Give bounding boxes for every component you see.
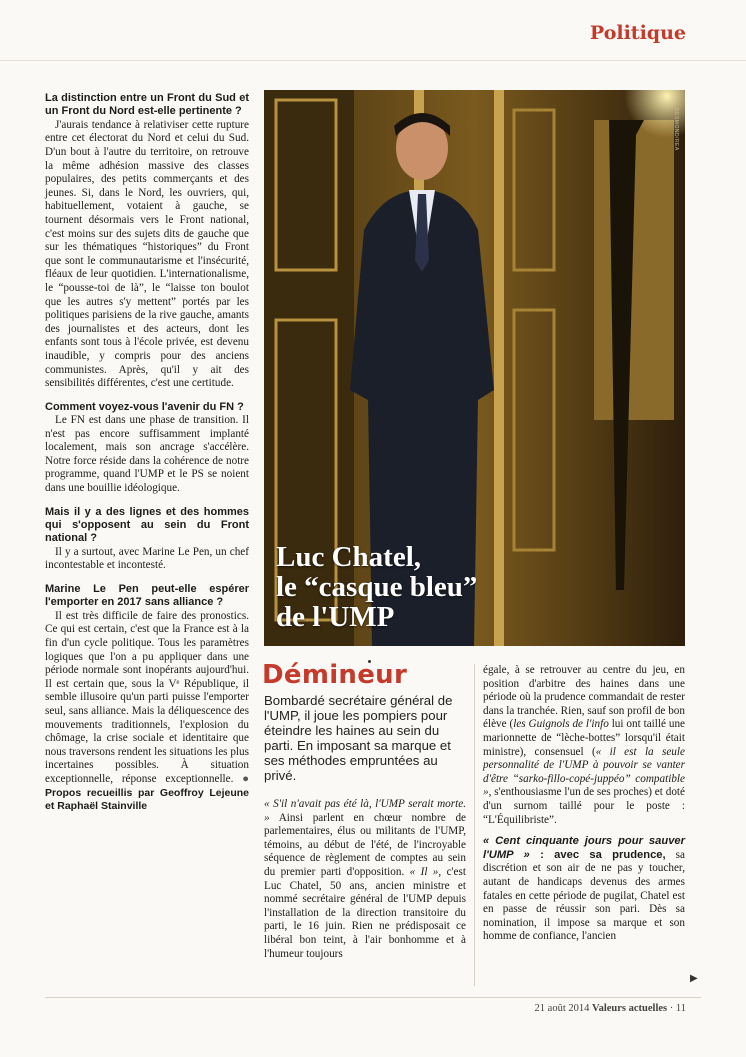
article-column-middle bbox=[264, 798, 466, 961]
section-label: Politique bbox=[589, 22, 686, 44]
end-mark-icon: ● bbox=[242, 773, 249, 785]
question-4: Marine Le Pen peut-elle espérer l'emporter en 2017 sans alliance ? bbox=[45, 583, 249, 609]
il-quote: « Il » bbox=[409, 865, 439, 878]
article-column-right bbox=[483, 664, 685, 952]
answer-2: Le FN est dans une phase de transition. Il n'est pas encore suffisamment implanté localement, mais son ancrage s'accélère. Notre force réside dans la cohérence de notre programme, quand l'UMP et le PS se noient dans une bouillie idéologique. bbox=[45, 414, 249, 495]
footer-date: 21 août 2014 bbox=[534, 1003, 590, 1014]
caption-line-1: Luc Chatel, bbox=[276, 541, 421, 573]
article-title: Démineur bbox=[262, 660, 408, 690]
right-text-c: , s'enthousiasme l'un de ses proches) et doté d'un surnom taillé pour le poste : “L'Équilibriste”. bbox=[483, 786, 685, 826]
question-2: Comment voyez-vous l'avenir du FN ? bbox=[45, 400, 244, 413]
right-text-b: lui ont taillé une marionnette de “lèche-bottes” lorsqu'il était ministre), consensuel ( bbox=[483, 718, 685, 758]
article-lede: Bombardé secrétaire général de l'UMP, il joue les pompiers pour éteindre les haines au sein du parti. En imposant sa marque et ses méthodes empruntées au privé. bbox=[264, 693, 453, 783]
opening-quote: « S'il n'avait pas été là, l'UMP serait morte. » bbox=[264, 798, 466, 824]
question-1: La distinction entre un Front du Sud et un Front du Nord est-elle pertinente ? bbox=[45, 92, 249, 118]
column-divider bbox=[474, 664, 475, 986]
guignols-reference: les Guignols de l'info bbox=[513, 718, 609, 731]
continue-arrow-icon: ▶ bbox=[690, 973, 698, 984]
right-paragraph-1 bbox=[483, 664, 685, 827]
page-footer bbox=[535, 1003, 686, 1014]
photo-credit: DESMOND/REA bbox=[673, 108, 679, 151]
footer-page-number: · 11 bbox=[669, 1003, 686, 1014]
credit-names: Geoffroy Lejeune et Raphaël Stainville bbox=[45, 786, 249, 813]
right-text-d: sa discrétion et son air de ne pas y toucher, autant de handicaps devenus des armes fatales en cette période de pugilat, Chatel est en passe de réussir son pari. Dès sa nomination, il impose sa marque et son homme de confiance, l'ancien bbox=[483, 848, 685, 943]
caption-line-3: de l'UMP bbox=[276, 601, 395, 633]
portrait-photo bbox=[264, 90, 685, 646]
body-text-2: , c'est Luc Chatel, 50 ans, ancien ministre et nommé secrétaire général de l'UMP depuis l'installation de la direction transitoire du parti, le 16 juin. Rien ne prédisposait ce libéral bon teint, à l'air bonhomme et à l'humeur toujours bbox=[264, 865, 466, 960]
credit-prefix: Propos recueillis par bbox=[45, 786, 155, 799]
answer-4-text: Il est très difficile de faire des pronostics. Ce qui est certain, c'est que la France est à la fin d'un cycle politique. Tous les paramètres logiques que l'on a pu appliquer dans une période normale sont inopérants aujourd'hui. Il est certain que, sous la Vᵉ République, il semble illusoire qu'un parti puisse l'emporter seul, sans alliance. Mais la déliquescence des mouvements traditionnels, l'explosion du chômage, la crise sociale et identitaire que nous traversons rendent les situations les plus incertaines possibles. À situation exceptionnelle, réponse exceptionnelle. bbox=[45, 609, 249, 785]
right-text-a: égale, à se retrouver au centre du jeu, en position d'arbitre des haines dans une période où la prudence commandait de rester dans la tranchée. Rien, sauf son profil de bon élève ( bbox=[483, 664, 685, 731]
answer-1: J'aurais tendance à relativiser cette rupture entre cet électorat du Nord et celui du Sud. D'un bout à l'autre du territoire, on retrouve la même adhésion massive des classes populaires, des petits commerçants et des jeunes. Si, dans le Nord, les ouvriers, qui, habituellement, votaient à gauche, se tournent désormais vers le Front national, c'est moins sur des sujets dits de gauche que sur les thématiques “historiques” du Front que sont le communautarisme et l'insécurité, fléaux de leur quotidien. L'internationalisme, le “pousse-toi de là”, le “laisse ton boulot que les autres s'y mettent” portés par les politiques parisiens de la rive gauche, amants des journalistes et des acteurs, dont les enfants sont tous à l'école privée, est devenu inaudible, y compris pour des anciens communistes. Après, qu'il y ait des sensibilités différentes, c'est une certitude. bbox=[45, 118, 249, 390]
footer-rule bbox=[45, 997, 701, 998]
subhead-bold: : avec sa prudence, bbox=[529, 848, 666, 861]
right-paragraph-2 bbox=[483, 835, 685, 944]
interview-column bbox=[45, 92, 249, 814]
body-text-1: Ainsi parlent en chœur nombre de parlementaires, élus ou militants de l'UMP, témoins, au début de l'été, de l'incroyable séquence de règlement de comptes au sein du premier parti d'opposition. bbox=[264, 811, 466, 878]
top-rule bbox=[0, 60, 746, 61]
question-3: Mais il y a des lignes et des hommes qui s'opposent au sein du Front national ? bbox=[45, 505, 249, 545]
footer-magazine: Valeurs actuelles bbox=[591, 1003, 668, 1014]
subhead-quote: « Cent cinquante jours pour sauver l'UMP » bbox=[483, 835, 685, 861]
answer-4 bbox=[45, 610, 249, 814]
caption-line-2: le “casque bleu” bbox=[276, 571, 478, 603]
right-quote: « il est la seule personnalité de l'UMP à pouvoir se vanter d'être “sarko-fillo-copé-juppéo” compatible » bbox=[483, 745, 685, 799]
photo-caption-title bbox=[276, 542, 477, 632]
answer-3: Il y a surtout, avec Marine Le Pen, un chef incontestable et incontesté. bbox=[45, 545, 249, 572]
